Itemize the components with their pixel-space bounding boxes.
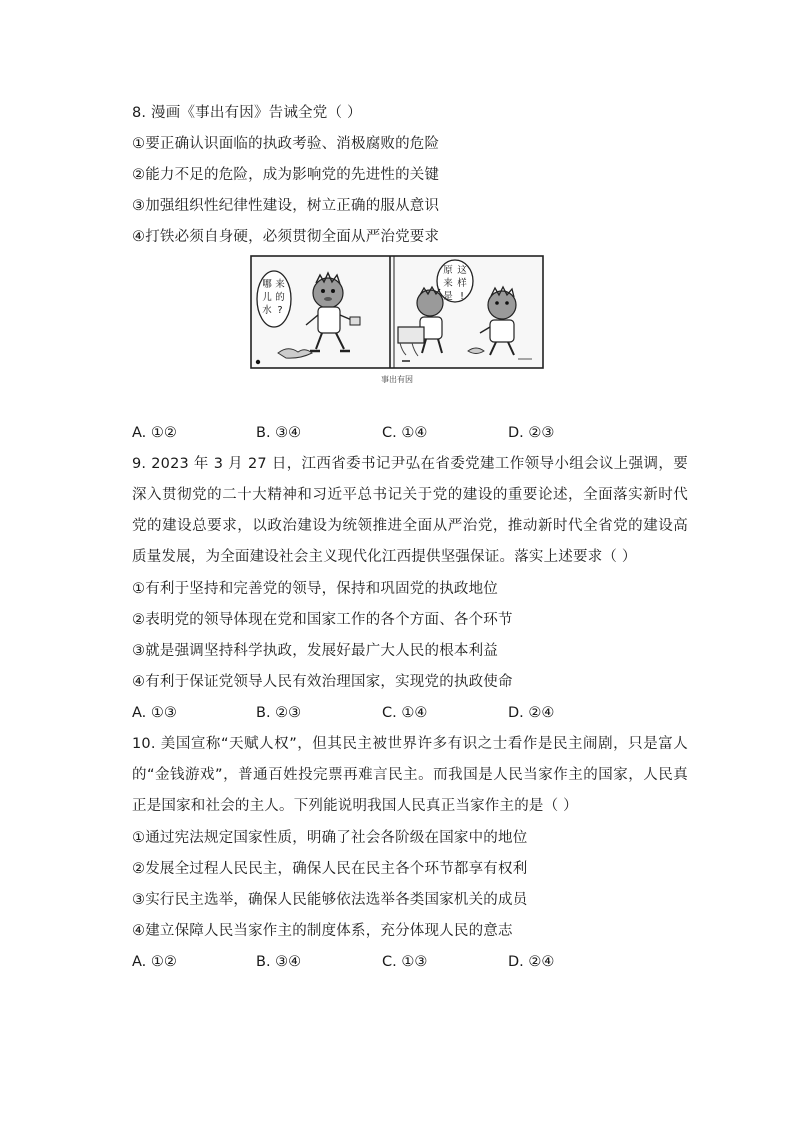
q9-choice-d[interactable]: D. ②④ (508, 705, 555, 721)
q8-choices (132, 423, 692, 443)
q9-option-3: ③就是强调坚持科学执政，发展好最广大人民的根本利益 (132, 643, 498, 659)
q8-choice-d[interactable]: D. ②③ (508, 425, 555, 441)
q8-stem: 8. 漫画《事出有因》告诫全党（ ） (132, 105, 362, 121)
q8-choice-b[interactable]: B. ③④ (256, 425, 302, 441)
bubble-right-char-6: ! (460, 291, 464, 302)
q8-cartoon (250, 255, 544, 387)
q8-option-1: ①要正确认识面临的执政考验、消极腐败的危险 (132, 136, 440, 152)
q8-option-2: ②能力不足的危险，成为影响党的先进性的关键 (132, 167, 440, 183)
q10-option-1: ①通过宪法规定国家性质，明确了社会各阶级在国家中的地位 (132, 830, 528, 846)
bubble-left-char-5: 的 (275, 292, 285, 303)
bubble-left-char-3: 水 (262, 305, 272, 316)
q9-stem: 9. 2023 年 3 月 27 日，江西省委书记尹弘在省委党建工作领导小组会议上强调，要深入贯彻党的二十大精神和习近平总书记关于党的建设的重要论述，全面落实新时代党的建设总要求，以政治建设为统领推进全面从严治党，推动新时代全省党的建设高质量发展，为全面建设社会主义现代化江西提供坚强保证。落实上述要求（ ） (132, 456, 688, 565)
q10-choice-b[interactable]: B. ③④ (256, 954, 302, 970)
q10-choice-c[interactable]: C. ①③ (382, 954, 428, 970)
bubble-left-char-2: 儿 (262, 292, 272, 303)
q8-choice-c[interactable]: C. ①④ (382, 425, 428, 441)
bubble-left-char-1: 哪 (262, 279, 272, 290)
q10-choice-a[interactable]: A. ①② (132, 954, 177, 970)
q8-option-3: ③加强组织性纪律性建设，树立正确的服从意识 (132, 198, 440, 214)
q9-option-2: ②表明党的领导体现在党和国家工作的各个方面、各个环节 (132, 612, 513, 628)
bubble-left-char-6: ? (277, 305, 283, 316)
q10-option-2: ②发展全过程人民民主，确保人民在民主各个环节都享有权利 (132, 861, 528, 877)
q8-choice-a[interactable]: A. ①② (132, 425, 177, 441)
cartoon-caption: 事出有因 (381, 375, 413, 384)
q9-choice-c[interactable]: C. ①④ (382, 705, 428, 721)
q9-option-1: ①有利于坚持和完善党的领导，保持和巩固党的执政地位 (132, 581, 498, 597)
bucket (398, 327, 424, 343)
q9-choice-a[interactable]: A. ①③ (132, 705, 177, 721)
bubble-right-char-3: 是 (443, 291, 453, 302)
q10-option-3: ③实行民主选举，确保人民能够依法选举各类国家机关的成员 (132, 892, 528, 908)
bubble-right-char-1: 原 (443, 265, 453, 276)
q9-choice-b[interactable]: B. ②③ (256, 705, 302, 721)
q10-choice-d[interactable]: D. ②④ (508, 954, 555, 970)
bubble-right-char-4: 这 (457, 265, 467, 276)
q9-choices (132, 703, 692, 723)
q8-option-4: ④打铁必须自身硬，必须贯彻全面从严治党要求 (132, 229, 440, 245)
q10-choices (132, 952, 692, 972)
q9-option-4: ④有利于保证党领导人民有效治理国家，实现党的执政使命 (132, 674, 513, 690)
q10-option-4: ④建立保障人民当家作主的制度体系，充分体现人民的意志 (132, 923, 513, 939)
bubble-left-char-4: 来 (275, 279, 285, 290)
bubble-right-char-5: 样 (457, 278, 467, 289)
bubble-right-char-2: 来 (443, 278, 453, 289)
q10-stem: 10. 美国宣称“天赋人权”，但其民主被世界许多有识之士看作是民主闹剧，只是富人的“金钱游戏”，普通百姓投完票再难言民主。而我国是人民当家作主的国家，人民真正是国家和社会的主人。下列能说明我国人民真正当家作主的是（ ） (132, 736, 688, 814)
